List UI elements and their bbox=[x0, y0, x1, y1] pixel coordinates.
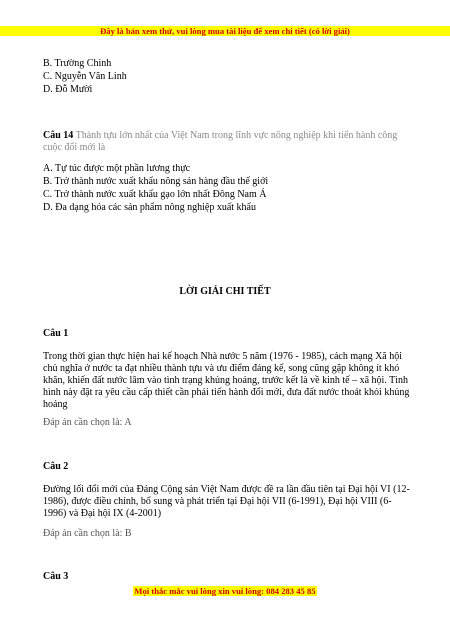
q14-option-d: D. Đa dạng hóa các sản phẩm nông nghiệp xuất khẩu bbox=[43, 202, 256, 213]
option-c-prev: C. Nguyễn Văn Linh bbox=[43, 71, 127, 82]
contact-footer-text: Mọi thắc mắc vui lòng xin vui lòng: 084 283 45 85 bbox=[134, 586, 316, 596]
answer-1-text: Trong thời gian thực hiện hai kế hoạch Nhà nước 5 năm (1976 - 1985), cách mạng Xã hội chủ nghĩa ở nước ta đạt nhiều thành tựu và ưu điểm đáng kể, song cũng gặp không ít khó khăn, khiến đất nước lâm vào tình trạng khủng hoảng, trước kết là về kinh tế – xã hội. Tình hình này đặt ra yêu cầu cấp thiết cần phải tiến hành đổi mới, đưa đất nước thoát khỏi khủng hoảng bbox=[43, 351, 410, 410]
answer-3-label: Câu 3 bbox=[43, 571, 69, 582]
option-b-prev: B. Trường Chinh bbox=[43, 58, 112, 69]
preview-banner-text: Đây là bản xem thử, vui lòng mua tài liệu để xem chi tiết (có lời giải) bbox=[100, 26, 350, 36]
answer-2-text: Đường lối đổi mới của Đảng Cộng sản Việt Nam được đề ra lần đầu tiên tại Đại hội VI (12-1986), được điều chỉnh, bổ sung và phát triển tại Đại hội VII (6-1991), Đại hội VIII (6-1996) và Đại hội IX (4-2001) bbox=[43, 484, 410, 519]
question-14-text: Thành tựu lớn nhất của Việt Nam trong lĩnh vực nông nghiệp khi tiến hành công cuộc đổi mới là bbox=[43, 130, 398, 153]
contact-footer bbox=[0, 586, 450, 596]
answer-2-label: Câu 2 bbox=[43, 461, 69, 472]
answer-1-choice: Đáp án cần chọn là: A bbox=[43, 417, 132, 428]
answer-2-choice: Đáp án cần chọn là: B bbox=[43, 528, 132, 539]
option-d-prev: D. Đỗ Mười bbox=[43, 84, 93, 95]
q14-option-a: A. Tự túc được một phần lương thực bbox=[43, 163, 191, 174]
q14-option-b: B. Trở thành nước xuất khẩu nông sản hàng đầu thế giới bbox=[43, 176, 269, 187]
answer-1-label: Câu 1 bbox=[43, 328, 69, 339]
preview-banner bbox=[0, 26, 450, 36]
q14-option-c: C. Trở thành nước xuất khẩu gạo lớn nhất Đông Nam Á bbox=[43, 189, 267, 200]
question-14 bbox=[43, 130, 413, 154]
question-14-label: Câu 14 bbox=[43, 130, 74, 141]
solution-title: LỜI GIẢI CHI TIẾT bbox=[179, 286, 271, 297]
